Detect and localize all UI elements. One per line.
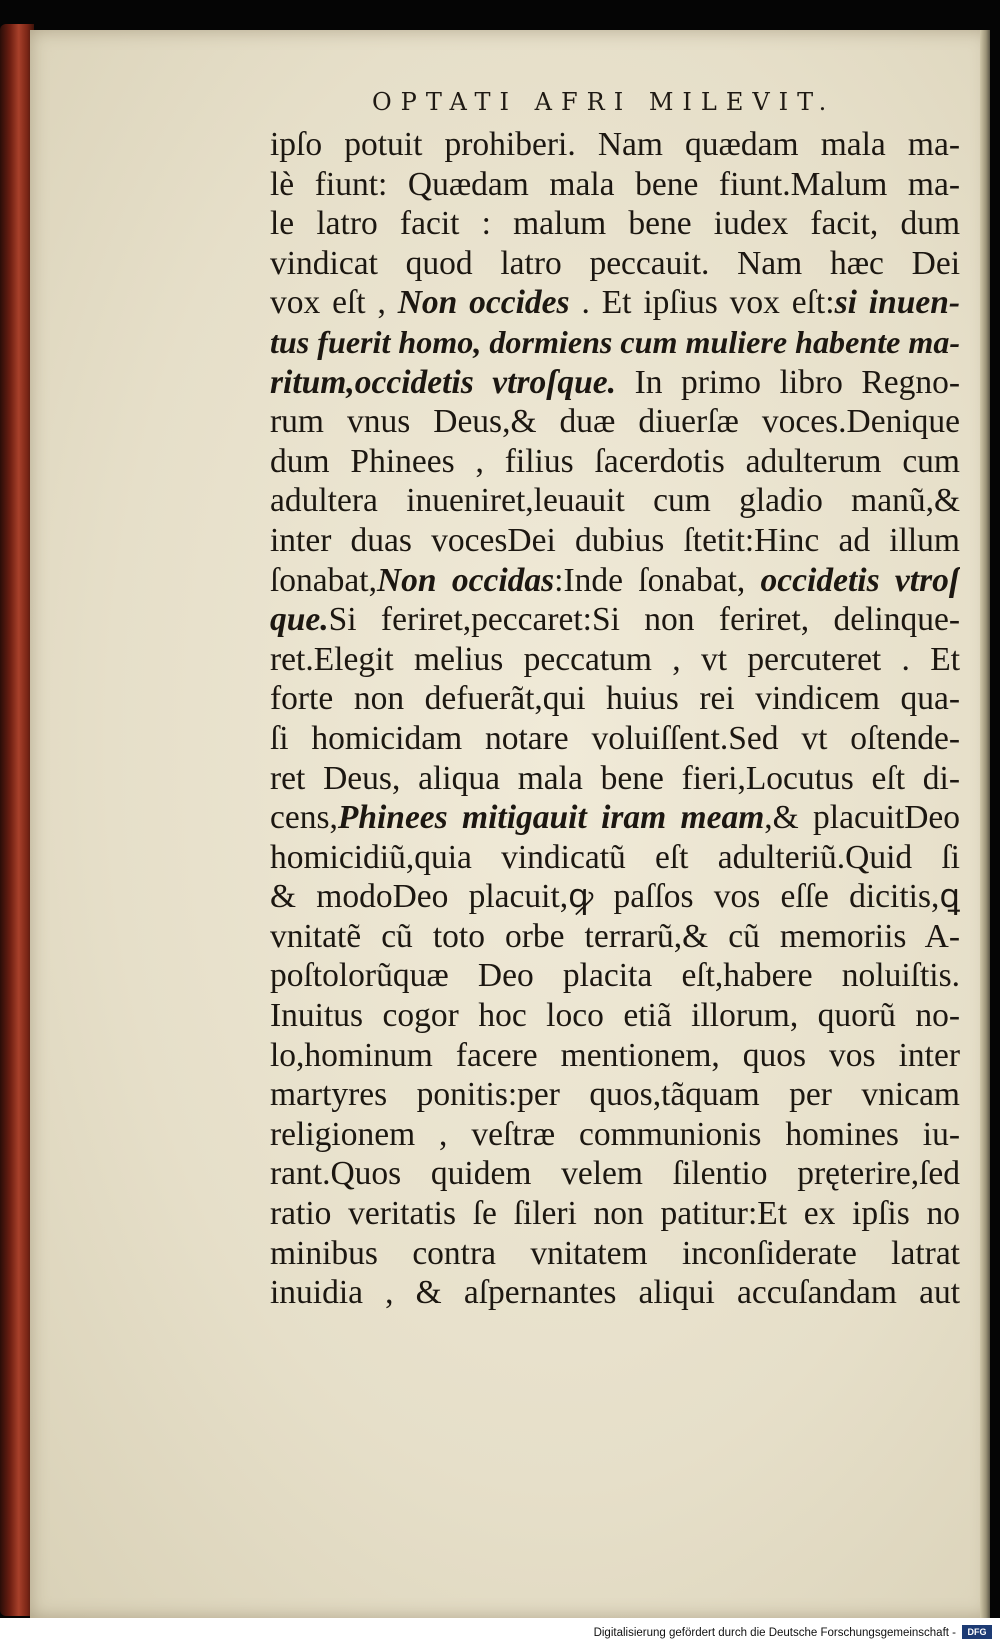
text-segment: ret.Elegit melius peccatum , vt percuteret . Et [270, 640, 960, 678]
text-line [270, 877, 960, 917]
text-line [270, 600, 960, 640]
text-segment: adultera inueniret,leuauit cum gladio manũ,& [270, 482, 960, 520]
text-segment: ipſo potuit prohiberi. Nam quædam mala ma- [270, 126, 960, 163]
italic-quotation: tus fuerit homo, dormiens cum muliere habente ma- [270, 323, 960, 360]
text-line [270, 759, 960, 799]
text-line [270, 481, 960, 521]
italic-quotation: si inuen- [834, 284, 960, 322]
italic-quotation: Phinees mitigauit iram meam [337, 799, 765, 837]
text-segment: In primo libro Regno- [616, 363, 960, 401]
text-line [270, 798, 960, 838]
text-line [270, 1194, 960, 1234]
text-segment: :Inde ſonabat, [554, 561, 761, 599]
footer-strip [0, 1618, 1000, 1644]
text-segment: minibus contra vnitatem inconſiderate latrat [270, 1234, 960, 1272]
dfg-logo: DFG [962, 1625, 992, 1639]
footer-credit: Digitalisierung gefördert durch die Deutsche Forschungsgemeinschaft - [593, 1627, 956, 1639]
page-right-edge [980, 30, 990, 1618]
text-segment: homicidiũ,quia vindicatũ eſt adulteriũ.Quid ſi [270, 838, 960, 876]
italic-quotation: Non occidas [376, 561, 555, 599]
text-segment: martyres ponitis:per quos,tãquam per vnicam [270, 1076, 960, 1114]
text-segment: vnitatẽ cũ toto orbe terrarũ,& cũ memoriis A- [270, 917, 960, 955]
text-line [270, 719, 960, 759]
text-segment: lè fiunt: Quædam mala bene fiunt.Malum ma- [270, 165, 960, 203]
italic-quotation: occidetis vtroſ [760, 561, 960, 599]
italic-quotation: Non occides [397, 284, 570, 322]
text-line [270, 561, 960, 601]
text-segment: ratio veritatis ſe ſileri non patitur:Et ex ipſis no [270, 1195, 960, 1233]
text-segment: ſi homicidam notare voluiſſent.Sed vt oſtende- [270, 719, 960, 757]
text-segment: Inuitus cogor hoc loco etiã illorum, quorũ no- [270, 997, 960, 1035]
italic-quotation: ritum,occidetis vtroſque. [270, 363, 617, 401]
text-line [270, 244, 960, 284]
text-line [270, 125, 960, 165]
text-line [270, 917, 960, 957]
text-line [270, 956, 960, 996]
text-segment: & modoDeo placuit,ꝙ paſſos vos eſſe dicitis,ꝗ [270, 878, 960, 916]
text-line [270, 283, 960, 323]
text-segment: ret Deus, aliqua mala bene fieri,Locutus eſt di- [270, 759, 960, 797]
text-line [270, 323, 960, 363]
text-line [270, 996, 960, 1036]
text-line [270, 1115, 960, 1155]
text-line [270, 165, 960, 205]
text-segment: dum Phinees , filius ſacerdotis adulterum cum [270, 442, 960, 480]
text-segment: Si feriret,peccaret:Si non feriret, delinque- [328, 601, 960, 639]
text-line [270, 1154, 960, 1194]
text-segment: cens, [270, 799, 338, 837]
text-segment: . Et ipſius vox eſt: [569, 284, 835, 322]
text-segment: forte non defuerãt,qui huius rei vindicem qua- [270, 680, 960, 718]
text-line [270, 1075, 960, 1115]
text-segment: le latro facit : malum bene iudex facit, dum [270, 205, 960, 243]
text-segment: ſonabat, [270, 561, 377, 599]
text-segment: lo,hominum facere mentionem, quos vos inter [270, 1036, 960, 1074]
italic-quotation: que. [270, 601, 329, 639]
text-segment: inter duas vocesDei dubius ſtetit:Hinc ad illum [270, 521, 960, 559]
text-segment: vindicat quod latro peccauit. Nam hæc Dei [270, 244, 960, 282]
text-line [270, 679, 960, 719]
text-line [270, 442, 960, 482]
text-segment: poſtolorũquæ Deo placita eſt,habere noluiſtis. [270, 957, 960, 995]
text-segment: rant.Quos quidem velem ſilentio pręterire,ſed [270, 1155, 960, 1193]
book-edge [0, 24, 34, 1616]
text-line [270, 838, 960, 878]
text-line [270, 204, 960, 244]
text-segment: ,& placuitDeo [764, 799, 960, 837]
text-line [270, 521, 960, 561]
text-segment: vox eſt , [270, 284, 398, 322]
running-head: OPTATI AFRI MILEVIT. [372, 88, 836, 116]
text-segment: religionem , veſtræ communionis homines iu- [270, 1115, 960, 1153]
text-segment: inuidia , & aſpernantes aliqui accuſandam aut [270, 1274, 960, 1312]
text-segment: rum vnus Deus,& duæ diuerſæ voces.Denique [270, 403, 960, 441]
text-line [270, 1036, 960, 1076]
text-line [270, 1273, 960, 1313]
text-line [270, 640, 960, 680]
body-text [270, 125, 960, 1313]
text-line [270, 363, 960, 403]
text-line [270, 1234, 960, 1274]
text-line [270, 402, 960, 442]
